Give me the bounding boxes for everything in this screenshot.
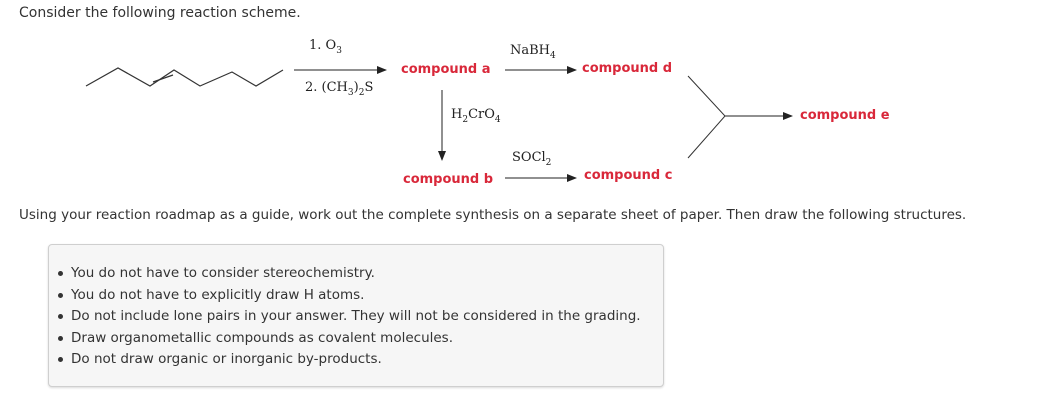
- compound-a-label: compound a: [401, 62, 491, 77]
- reagent-nabh4: NaBH$_4$: [510, 43, 556, 61]
- reagent-dimethyl-sulfide: 2. $(CH_3)_2S$: [305, 80, 374, 98]
- compound-e-label: compound e: [800, 108, 890, 123]
- intro-text: Consider the following reaction scheme.: [19, 5, 301, 21]
- note-item: You do not have to explicitly draw H atoms.: [71, 285, 663, 307]
- notes-box: [48, 244, 664, 387]
- reagent-h2cro4: $H_2CrO_4$: [451, 107, 501, 125]
- notes-list: [49, 245, 663, 371]
- compound-d-label: compound d: [582, 61, 673, 76]
- note-item: Draw organometallic compounds as covalent molecules.: [71, 328, 663, 350]
- instruction-text: Using your reaction roadmap as a guide, work out the complete synthesis on a separate sheet of paper. Then draw the following structures.: [19, 207, 967, 223]
- compound-c-label: compound c: [584, 168, 673, 183]
- compound-b-label: compound b: [403, 172, 494, 187]
- note-item: You do not have to consider stereochemistry.: [71, 263, 663, 285]
- reagent-socl2: SOCl$_2$: [512, 150, 552, 168]
- note-item: Do not include lone pairs in your answer. They will not be considered in the grading.: [71, 306, 663, 328]
- alkene-double-bond-line: [153, 75, 173, 82]
- starting-alkene-structure: [86, 68, 283, 86]
- note-item: Do not draw organic or inorganic by-products.: [71, 349, 663, 371]
- reagent-ozone: 1. $O_3$: [309, 38, 342, 56]
- convergence-bracket: [688, 76, 725, 158]
